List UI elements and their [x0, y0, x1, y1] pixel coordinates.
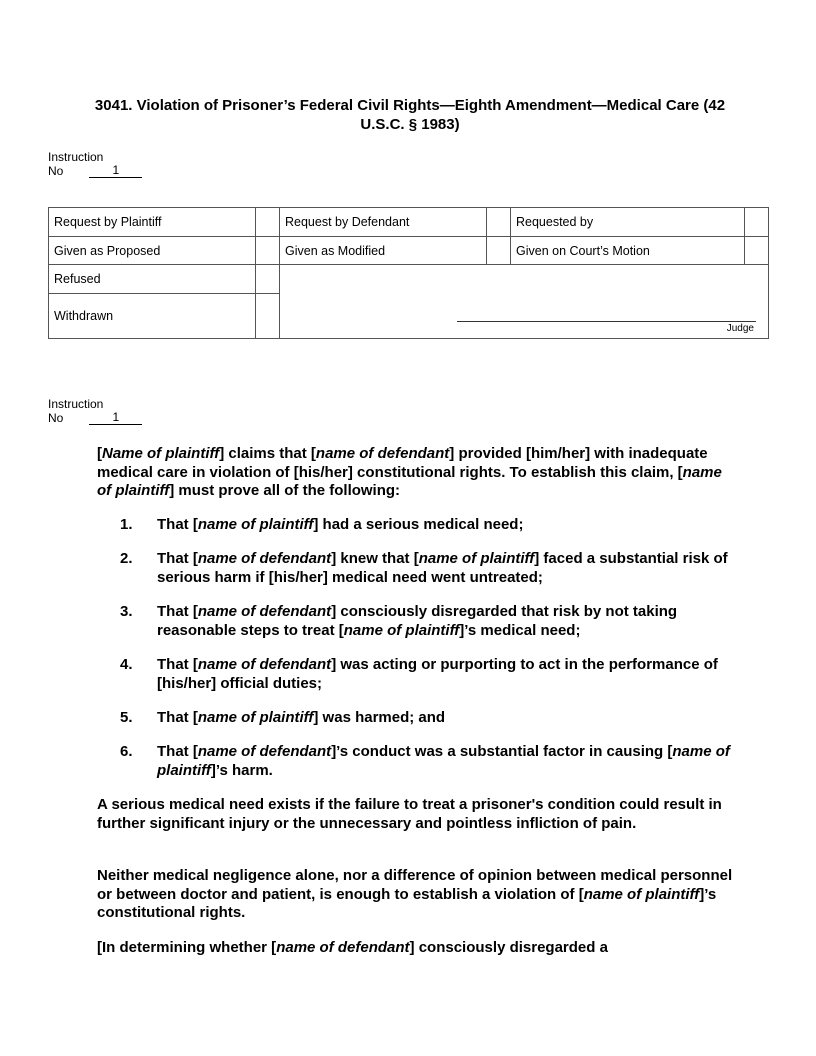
refused-label: Refused — [49, 265, 256, 294]
document-title: 3041. Violation of Prisoner’s Federal Civil Rights—Eighth Amendment—Medical Care (42 U.S.C. § 1983) — [94, 97, 726, 133]
instruction-no-label: No — [48, 411, 64, 425]
requested-by-label: Requested by — [511, 208, 745, 237]
negligence-paragraph: Neither medical negligence alone, nor a difference of opinion between medical personnel or between doctor and patient, is enough to establish a violation of [name of plaintiff]’s constitutional rights. — [97, 867, 733, 921]
request-by-plaintiff-label: Request by Plaintiff — [49, 208, 256, 237]
given-as-proposed-label: Given as Proposed — [49, 237, 256, 265]
judge-label: Judge — [726, 323, 754, 334]
instruction-number-block-2 — [48, 397, 142, 425]
request-table — [48, 207, 769, 339]
given-as-modified-label: Given as Modified — [280, 237, 487, 265]
instruction-number-block — [48, 150, 142, 178]
request-by-defendant-label: Request by Defendant — [280, 208, 487, 237]
instruction-label: Instruction — [48, 397, 104, 411]
intro-paragraph: [Name of plaintiff] claims that [name of defendant] provided [him/her] with inadequate medical care in violation of [his/her] constitutional rights. To establish this claim, [name of plaintiff] must prove all of the following: — [97, 445, 722, 499]
judge-signature-area — [280, 265, 769, 339]
instruction-number: 1 — [89, 411, 142, 425]
judge-signature-line — [457, 321, 756, 322]
final-paragraph: [In determining whether [name of defendant] consciously disregarded a — [97, 939, 608, 956]
request-by-plaintiff-box[interactable] — [256, 208, 280, 237]
given-on-courts-motion-label: Given on Court’s Motion — [511, 237, 745, 265]
requested-by-box[interactable] — [745, 208, 769, 237]
given-as-proposed-box[interactable] — [256, 237, 280, 265]
request-by-defendant-box[interactable] — [487, 208, 511, 237]
instruction-label: Instruction — [48, 150, 104, 164]
given-on-courts-motion-box[interactable] — [745, 237, 769, 265]
instruction-number: 1 — [89, 164, 142, 178]
given-as-modified-box[interactable] — [487, 237, 511, 265]
withdrawn-box[interactable] — [256, 294, 280, 339]
withdrawn-label: Withdrawn — [49, 294, 256, 339]
serious-need-paragraph: A serious medical need exists if the failure to treat a prisoner's condition could result in further significant injury or the unnecessary and pointless infliction of pain. — [97, 796, 722, 832]
instruction-no-label: No — [48, 164, 64, 178]
refused-box[interactable] — [256, 265, 280, 294]
